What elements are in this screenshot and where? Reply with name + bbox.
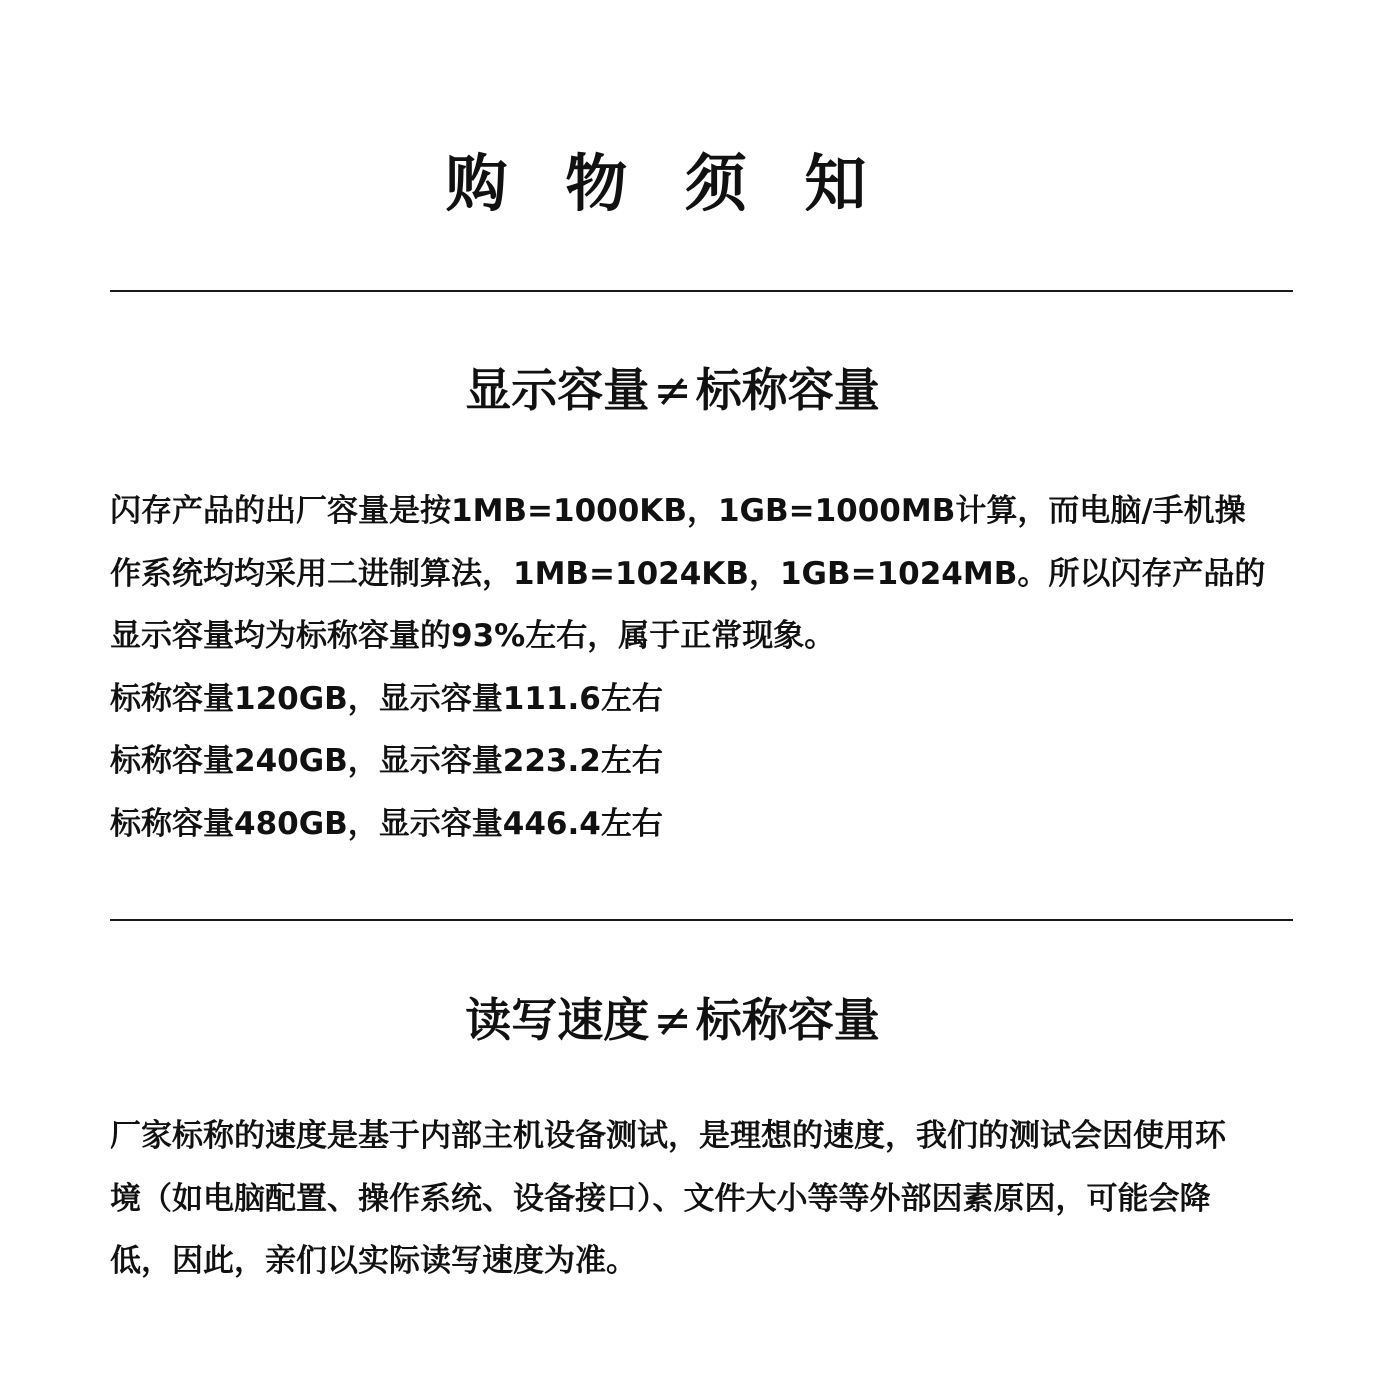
- heading-capacity-left: 显示容量: [465, 363, 650, 417]
- not-equal-symbol: ≠: [653, 993, 692, 1047]
- heading-speed-left: 读写速度: [465, 993, 650, 1047]
- section-heading-speed: [0, 992, 1345, 1048]
- capacity-explanation: [110, 480, 1310, 855]
- capacity-line-480gb: 标称容量480GB，显示容量446.4左右: [110, 805, 663, 842]
- heading-speed-right: 标称容量: [695, 993, 880, 1047]
- paragraph-line: 作系统均均采用二进制算法，1MB=1024KB，1GB=1024MB。所以闪存产品的: [110, 555, 1266, 592]
- not-equal-symbol: ≠: [653, 363, 692, 417]
- speed-explanation: [110, 1105, 1310, 1293]
- divider-middle: [110, 919, 1293, 921]
- heading-capacity-right: 标称容量: [695, 363, 880, 417]
- page-title: 购 物 须 知: [445, 147, 885, 220]
- paragraph-line: 闪存产品的出厂容量是按1MB=1000KB，1GB=1000MB计算，而电脑/手机操: [110, 493, 1246, 529]
- paragraph-line: 厂家标称的速度是基于内部主机设备测试，是理想的速度，我们的测试会因使用环: [110, 1118, 1226, 1154]
- paragraph-line: 境（如电脑配置、操作系统、设备接口）、文件大小等等外部因素原因，可能会降: [110, 1180, 1211, 1217]
- capacity-line-240gb: 标称容量240GB，显示容量223.2左右: [110, 743, 663, 779]
- capacity-line-120gb: 标称容量120GB，显示容量111.6左右: [110, 680, 663, 717]
- divider-top: [110, 290, 1293, 292]
- paragraph-line: 显示容量均为标称容量的93%左右，属于正常现象。: [110, 618, 836, 654]
- paragraph-line: 低，因此，亲们以实际读写速度为准。: [110, 1243, 637, 1279]
- section-heading-capacity: [0, 362, 1345, 418]
